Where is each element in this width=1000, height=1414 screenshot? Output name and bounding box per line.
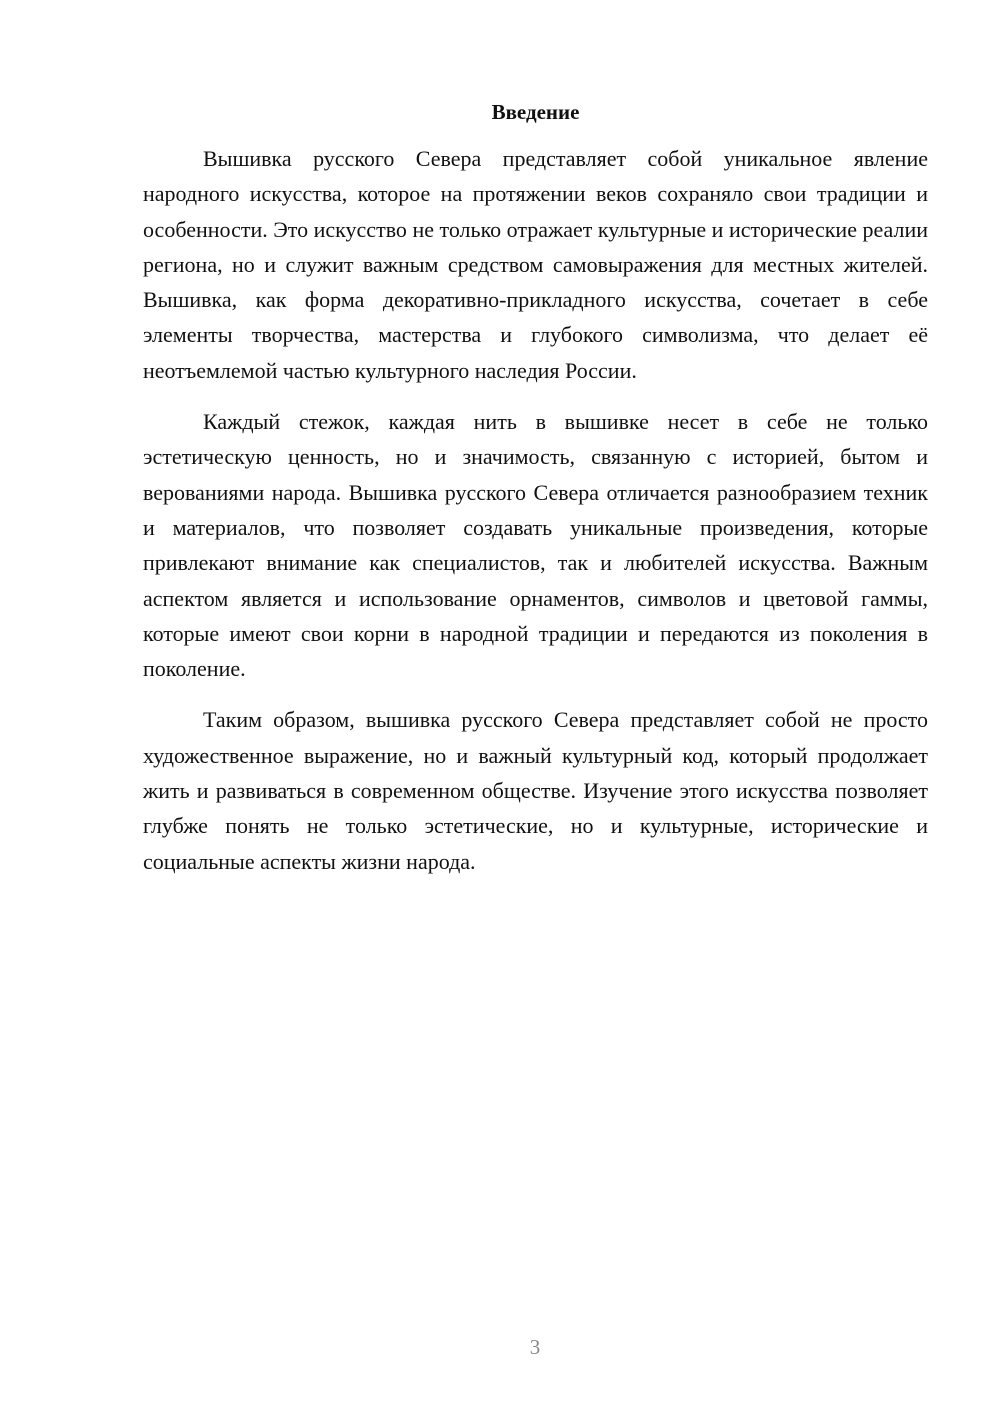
paragraph-3: Таким образом, вышивка русского Севера представляет собой не просто художественное выражение, но и важный культурный код, который продолжает жить и развиваться в современном обществе. Изучение этого искусства позволяет глубже понять не только эстетические, но и культурные, исторические и социальные аспекты жизни народа. [143, 707, 928, 874]
document-body [143, 141, 928, 895]
page-number: 3 [529, 1335, 541, 1359]
paragraph-2: Каждый стежок, каждая нить в вышивке несет в себе не только эстетическую ценность, но и значимость, связанную с историей, бытом и верованиями народа. Вышивка русского Севера отличается разнообразием техник и материалов, что позволяет создавать уникальные произведения, которые привлекают внимание как специалистов, так и любителей искусства. Важным аспектом является и использование орнаментов, символов и цветовой гаммы, которые имеют свои корни в народной традиции и передаются из поколения в поколение. [143, 409, 928, 682]
page-title: Введение [491, 100, 580, 124]
paragraph-1: Вышивка русского Севера представляет собой уникальное явление народного искусства, которое на протяжении веков сохраняло свои традиции и особенности. Это искусство не только отражает культурные и исторические реалии региона, но и служит важным средством самовыражения для местных жителей. Вышивка, как форма декоративно-прикладного искусства, сочетает в себе элементы творчества, мастерства и глубокого символизма, что делает её неотъемлемой частью культурного наследия России. [143, 146, 928, 383]
